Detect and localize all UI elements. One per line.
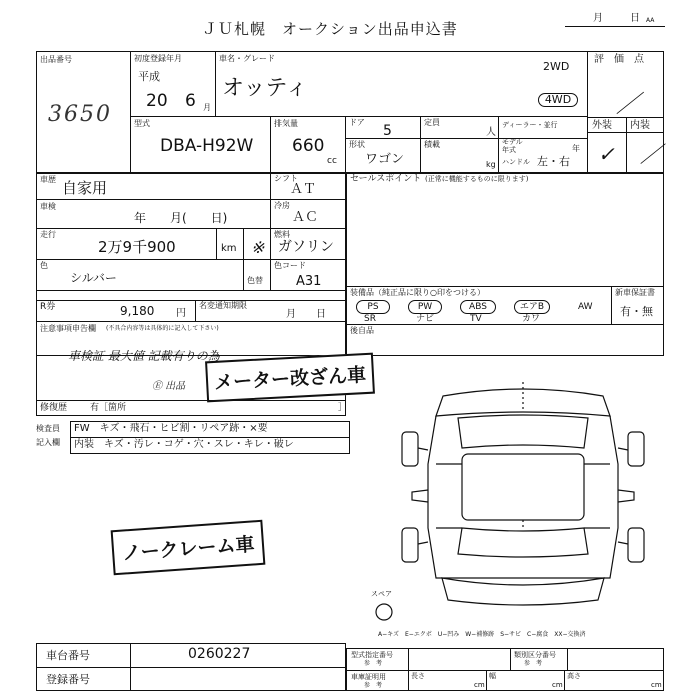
divider — [216, 228, 217, 259]
drive-2wd: 2WD — [543, 60, 570, 73]
class-number-sub: 参 考 — [524, 660, 543, 667]
divider — [498, 116, 499, 173]
mileage-value: 2万9千900 — [98, 238, 176, 256]
displacement-label: 排気量 — [274, 119, 298, 128]
class-number-label: 類別区分番号 — [514, 651, 556, 659]
mileage-mark: ※ — [251, 238, 265, 257]
divider — [345, 116, 346, 173]
model-year-unit: 年 — [572, 144, 580, 153]
divider — [611, 286, 612, 324]
width-label: 幅 — [489, 672, 496, 680]
equip-tv: TV — [470, 314, 482, 324]
divider — [36, 300, 346, 301]
divider — [510, 648, 511, 670]
fuel-value: ガソリン — [278, 239, 334, 255]
no-claim-stamp: ノークレーム車 — [111, 520, 266, 576]
equip-ps: PS — [356, 300, 390, 314]
dealer-label: ディーラー・並行 — [502, 121, 558, 129]
car-name: オッティ — [222, 76, 308, 101]
color-code-value: A31 — [296, 274, 322, 289]
divider — [130, 643, 131, 691]
lot-number-label: 出品番号 — [40, 55, 72, 64]
body-type-value: ワゴン — [365, 152, 405, 167]
divider — [70, 437, 350, 438]
registration-year: 20 — [146, 91, 168, 111]
repair-history-label: 修復歴 — [40, 403, 68, 413]
shift-value: ＡＴ — [290, 182, 317, 197]
drive-4wd-circled: 4WD — [538, 93, 578, 107]
model-year-label2: 年式 — [502, 146, 516, 154]
recycle-label: R券 — [40, 302, 56, 312]
model-label: 型式 — [134, 119, 150, 128]
recycle-unit: 円 — [176, 308, 186, 319]
era-label: 平成 — [138, 70, 160, 83]
ac-value: ＡＣ — [292, 210, 319, 225]
exterior-label: 外装 — [592, 120, 612, 131]
equip-pw: PW — [408, 300, 442, 314]
model-value: DBA-H92W — [160, 136, 254, 156]
body-type-label: 形状 — [349, 140, 365, 149]
damage-legend: A−キズ E−エクボ U−凹み W−補修跡 S−サビ C−腐食 XX−交換済 — [378, 631, 586, 638]
garage-certificate-sub: 参 考 — [364, 682, 383, 689]
repair-history-value: 有［箇所 — [90, 403, 127, 413]
height-unit: cm — [651, 681, 662, 689]
rear-seat-label: 後自品 — [350, 326, 374, 335]
chassis-number-label: 車台番号 — [46, 649, 90, 662]
history-value: 自家用 — [62, 179, 108, 197]
lot-number-value: 3650 — [48, 102, 112, 127]
divider — [486, 670, 487, 691]
divider — [408, 648, 409, 691]
shift-label: シフト — [274, 174, 298, 183]
divider — [567, 648, 568, 670]
model-year-label: モデル — [502, 138, 523, 146]
divider — [587, 51, 588, 173]
load-unit: kg — [486, 160, 496, 169]
fuel-label: 燃料 — [274, 230, 290, 239]
equip-abs: ABS — [460, 300, 496, 314]
divider — [36, 259, 346, 260]
divider — [346, 286, 664, 287]
divider — [36, 290, 346, 291]
ac-label: 冷房 — [274, 201, 290, 210]
mileage-unit: km — [221, 243, 237, 254]
corner-mark: AA — [646, 17, 655, 24]
capacity-unit: 人 — [486, 127, 496, 138]
equip-leather: カワ — [522, 314, 541, 324]
repair-history-close: ］ — [338, 403, 348, 413]
color-code-label: 色コード — [274, 261, 306, 270]
evaluation-label: 評 価 点 — [594, 54, 644, 65]
inspection-label: 車検 — [40, 202, 56, 211]
handle-value: 左・右 — [537, 155, 570, 168]
divider — [130, 51, 131, 173]
equip-airbag: エアB — [514, 300, 550, 314]
color-change-label: 色替 — [247, 276, 263, 285]
inspector-fill-label: 記入欄 — [36, 438, 60, 447]
notes-line2: Ⓔ 出品 — [152, 381, 186, 392]
door-value: 5 — [383, 123, 392, 139]
chassis-number-value: 0260227 — [188, 646, 251, 662]
recycle-value: 9,180 — [120, 304, 155, 318]
sales-point-note: (正常に機能するものに限ります) — [425, 175, 529, 183]
mileage-label: 走行 — [40, 230, 56, 239]
equip-navi: ナビ — [416, 314, 435, 324]
divider — [36, 228, 346, 229]
divider — [130, 116, 587, 117]
divider — [346, 324, 664, 325]
type-number-sub: 参 考 — [364, 660, 383, 667]
color-label: 色 — [40, 261, 48, 270]
spare-tire-label: スペア — [371, 590, 392, 598]
warranty-value: 有・無 — [620, 305, 653, 318]
registration-month: 6 — [185, 91, 196, 111]
height-label: 高さ — [567, 672, 581, 680]
car-diagram — [398, 378, 648, 618]
divider — [36, 199, 346, 200]
notes-label: 注意事項申告欄 — [40, 324, 96, 333]
meter-tampered-stamp: メーター改ざん車 — [205, 353, 375, 403]
date-underline — [565, 26, 665, 27]
inspection-value: 年 月( 日) — [134, 211, 228, 225]
inspector-label: 検査員 — [36, 424, 60, 433]
checklist-row1: FW キズ・飛石・ヒビ割・リペア跡・×要 — [74, 423, 268, 434]
length-unit: cm — [474, 681, 485, 689]
divider — [243, 259, 244, 290]
divider — [626, 117, 627, 173]
interior-mark: ／ — [640, 143, 663, 168]
width-unit: cm — [552, 681, 563, 689]
spare-tire-icon — [373, 601, 395, 623]
name-change-value: 月 日 — [286, 309, 326, 320]
capacity-label: 定員 — [424, 118, 440, 127]
equipment-label: 装備品（純正品に限り○印をつける） — [350, 288, 485, 297]
checklist-row2: 内装 キズ・汚レ・コゲ・穴・スレ・キレ・破レ — [74, 439, 294, 450]
day-label: 日 — [630, 13, 640, 24]
interior-label: 内装 — [630, 120, 650, 131]
divider — [195, 300, 196, 321]
displacement-unit: cc — [327, 156, 337, 166]
divider — [243, 228, 244, 259]
divider — [215, 51, 216, 116]
exterior-mark: ✓ — [598, 142, 615, 166]
month-label: 月 — [593, 13, 603, 24]
divider — [36, 667, 346, 668]
divider — [36, 400, 346, 401]
history-label: 車歴 — [40, 175, 56, 184]
divider — [346, 670, 664, 671]
notes-sub: (不具合内容等は具体的に記入して下さい) — [106, 325, 219, 332]
type-number-label: 型式指定番号 — [351, 651, 393, 659]
displacement-value: 660 — [292, 136, 325, 156]
equip-sr: SR — [364, 314, 376, 324]
warranty-label: 新車保証書 — [615, 288, 655, 297]
registration-number-label: 登録番号 — [46, 673, 90, 686]
length-label: 長さ — [411, 672, 425, 680]
sales-point-label: セールスポイント — [350, 174, 422, 184]
first-registration-label: 初度登録年月 — [134, 54, 182, 63]
load-label: 積載 — [424, 140, 440, 149]
notes-line1: 車検証 最大値 記載有りの為 — [68, 349, 220, 363]
handle-label: ハンドル — [502, 158, 530, 166]
garage-certificate-label: 車庫証明用 — [351, 673, 386, 681]
evaluation-mark: ／ — [616, 90, 640, 118]
color-value: シルバー — [70, 271, 117, 285]
form-title: ＪＵ札幌 オークション出品申込書 — [202, 20, 458, 38]
car-name-label: 車名・グレード — [219, 54, 275, 63]
sales-equipment-box — [346, 173, 664, 356]
name-change-label: 名変通知期限 — [199, 301, 247, 310]
divider — [270, 173, 271, 290]
month-unit: 月 — [203, 103, 211, 112]
divider — [270, 116, 271, 173]
door-label: ドア — [349, 118, 365, 127]
divider — [420, 116, 421, 173]
divider — [564, 670, 565, 691]
divider — [345, 138, 587, 139]
equip-aw: AW — [578, 302, 593, 312]
